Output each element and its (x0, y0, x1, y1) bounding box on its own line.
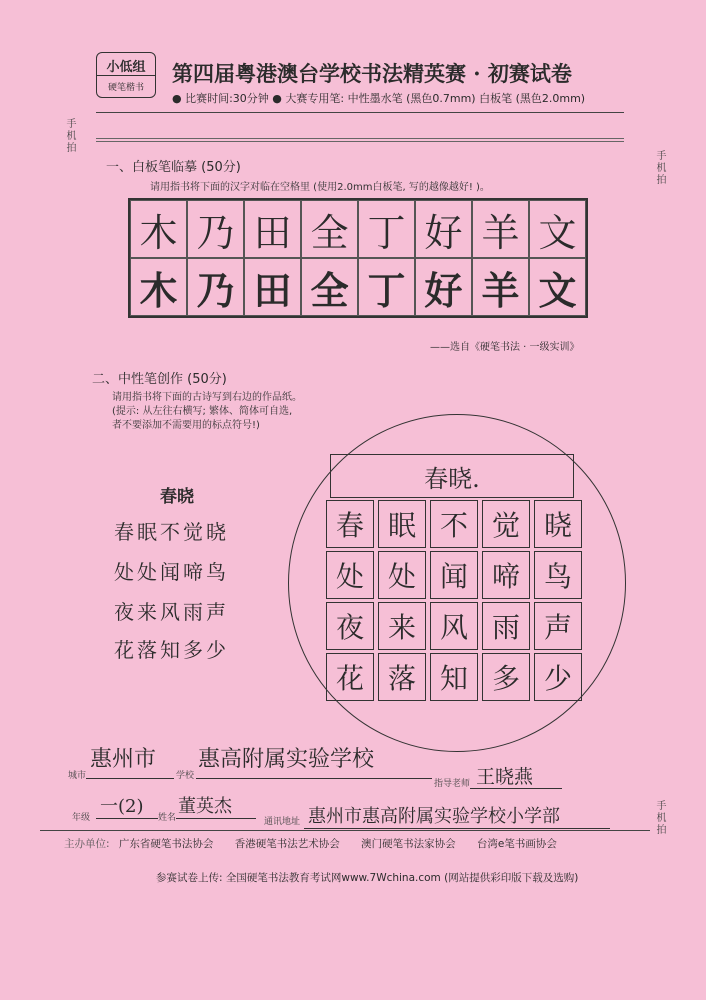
badge-group-label: 小低组 (97, 56, 155, 76)
model-char-cell: 木 (130, 200, 187, 258)
address-underline (304, 828, 610, 829)
poem-line: 处处闻啼鸟 (114, 560, 229, 584)
header-double-rule-bottom (96, 141, 624, 142)
model-char-cell: 羊 (472, 200, 529, 258)
city-field[interactable]: 惠州市 (90, 747, 157, 772)
teacher-label: 指导老师 (434, 779, 471, 789)
poem-line: 夜来风雨声 (114, 600, 229, 624)
model-char-cell: 丁 (358, 200, 415, 258)
work-cell[interactable]: 不 (430, 500, 478, 548)
section2-instruction-line: 者不要添加不需要用的标点符号!) (112, 420, 260, 431)
model-char-cell: 乃 (187, 200, 244, 258)
section2-instruction-line: (提示: 从左往右横写; 繁体、简体可自选, (112, 406, 293, 417)
name-underline (176, 818, 256, 819)
poem-line: 花落知多少 (114, 638, 229, 662)
written-char-cell[interactable]: 全 (301, 258, 358, 316)
work-cell[interactable]: 声 (534, 602, 582, 650)
work-cell[interactable]: 来 (378, 602, 426, 650)
group-badge (96, 52, 156, 98)
work-cell[interactable]: 眠 (378, 500, 426, 548)
section2-instruction-line: 请用指书将下面的古诗写到右边的作品纸。 (112, 392, 302, 403)
written-char-cell[interactable]: 文 (529, 258, 586, 316)
organizers-line (64, 836, 557, 851)
poem-line: 春眠不觉晓 (114, 520, 229, 544)
organizer: 香港硬笔书法艺术协会 (234, 838, 340, 850)
school-underline (196, 778, 432, 779)
name-label: 姓名 (158, 813, 177, 823)
upload-note: 参赛试卷上传: 全国硬笔书法教育考试网www.7Wchina.com (网站提供彩印版下载及选购) (156, 872, 579, 884)
work-cell[interactable]: 风 (430, 602, 478, 650)
section2-heading: 二、中性笔创作 (50分) (92, 372, 227, 387)
teacher-field[interactable]: 王晓燕 (476, 766, 534, 788)
footer-divider (40, 830, 650, 831)
grade-label: 年级 (72, 813, 91, 823)
written-char-cell[interactable]: 木 (130, 258, 187, 316)
grade-underline (96, 818, 158, 819)
work-title-box[interactable]: 春晓. (330, 454, 574, 498)
written-char-cell[interactable]: 田 (244, 258, 301, 316)
work-cell[interactable]: 雨 (482, 602, 530, 650)
work-cell[interactable]: 落 (378, 653, 426, 701)
school-label: 学校 (176, 771, 195, 781)
right-margin-mark-top: 手机拍 (654, 150, 665, 186)
header-divider (96, 112, 624, 113)
city-label: 城市 (68, 771, 87, 781)
exam-title: 第四届粤港澳台学校书法精英赛 · 初赛试卷 (172, 61, 572, 86)
work-cell[interactable]: 处 (378, 551, 426, 599)
work-cell[interactable]: 鸟 (534, 551, 582, 599)
organizer: 澳门硬笔书法家协会 (361, 838, 456, 850)
written-char-cell[interactable]: 羊 (472, 258, 529, 316)
model-char-cell: 全 (301, 200, 358, 258)
source-citation: ——选自《硬笔书法 · 一级实训》 (430, 342, 580, 353)
address-label: 通讯地址 (264, 817, 301, 827)
work-cell[interactable]: 晓 (534, 500, 582, 548)
work-cell[interactable]: 少 (534, 653, 582, 701)
work-cell[interactable]: 闻 (430, 551, 478, 599)
organizer: 广东省硬笔书法协会 (118, 838, 214, 850)
section1-instruction: 请用指书将下面的汉字对临在空格里 (使用2.0mm白板笔, 写的越像越好! )。 (150, 182, 490, 193)
teacher-underline (470, 788, 562, 789)
model-char-cell: 田 (244, 200, 301, 258)
exam-rules-line: ● 比赛时间:30分钟 ● 大赛专用笔: 中性墨水笔 (黑色0.7mm) 白板笔 (黑色2.0mm) (172, 92, 586, 105)
work-grid (326, 500, 582, 701)
work-cell[interactable]: 多 (482, 653, 530, 701)
badge-style-label: 硬笔楷书 (107, 83, 144, 93)
organizer: 台湾e笔书画协会 (476, 838, 557, 850)
work-cell[interactable]: 花 (326, 653, 374, 701)
right-margin-mark-bottom: 手机拍 (654, 800, 665, 836)
model-char-cell: 文 (529, 200, 586, 258)
name-field[interactable]: 董英杰 (178, 796, 232, 817)
work-cell[interactable]: 处 (326, 551, 374, 599)
header-double-rule-top (96, 138, 624, 139)
work-cell[interactable]: 觉 (482, 500, 530, 548)
written-char-cell[interactable]: 丁 (358, 258, 415, 316)
city-underline (86, 778, 174, 779)
section1-heading: 一、白板笔临摹 (50分) (106, 160, 241, 175)
written-char-cell[interactable]: 乃 (187, 258, 244, 316)
address-field[interactable]: 惠州市惠高附属实验学校小学部 (308, 806, 560, 827)
work-cell[interactable]: 啼 (482, 551, 530, 599)
written-char-cell[interactable]: 好 (415, 258, 472, 316)
grade-field[interactable]: 一(2) (100, 796, 144, 817)
organizers-label: 主办单位: (64, 838, 110, 850)
work-cell[interactable]: 夜 (326, 602, 374, 650)
school-field[interactable]: 惠高附属实验学校 (198, 747, 375, 772)
work-cell[interactable]: 知 (430, 653, 478, 701)
work-cell[interactable]: 春 (326, 500, 374, 548)
model-char-cell: 好 (415, 200, 472, 258)
left-margin-mark: 手机拍 (64, 118, 75, 154)
copy-practice-grid (128, 198, 588, 318)
poem-title: 春晓 (160, 487, 194, 507)
